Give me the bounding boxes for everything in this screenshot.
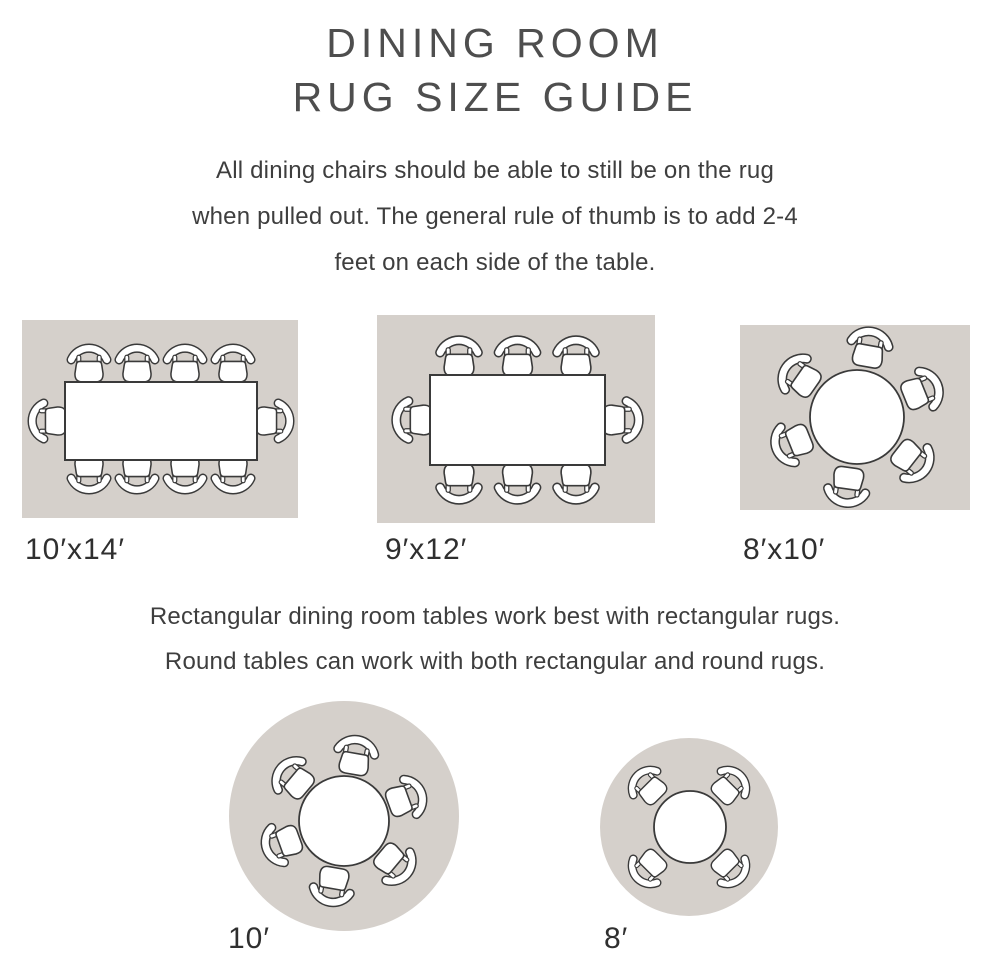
intro-line: All dining chairs should be able to still be on the rug: [215, 157, 774, 184]
table: [65, 382, 257, 460]
rug-size-label: 10′: [228, 922, 270, 955]
rug-diagram-svg: [22, 320, 298, 518]
page-title: [0, 16, 990, 124]
diagram-rug-10x14: [22, 320, 298, 518]
diagram-rug-round-8: [600, 738, 778, 916]
page-title-line1: DINING ROOM: [326, 20, 664, 66]
diagram-rug-round-10: [228, 700, 460, 932]
table: [810, 370, 904, 464]
note-line: Round tables can work with both rectangular and round rugs.: [164, 648, 826, 675]
rug-diagram-svg: [228, 700, 460, 932]
rug-diagram-svg: [377, 315, 655, 523]
rug-size-label: 8′: [604, 922, 629, 955]
rug-size-label: 9′x12′: [385, 533, 468, 566]
table: [654, 791, 726, 863]
intro-text: [0, 148, 990, 286]
intro-line: feet on each side of the table.: [334, 249, 656, 276]
table: [430, 375, 605, 465]
rug-diagram-svg: [740, 325, 970, 510]
diagram-rug-8x10: [740, 325, 970, 510]
table: [299, 776, 389, 866]
rug-size-label: 8′x10′: [743, 533, 826, 566]
diagram-rug-9x12: [377, 315, 655, 523]
page-title-line2: RUG SIZE GUIDE: [292, 74, 698, 120]
rug-diagram-svg: [600, 738, 778, 916]
note-line: Rectangular dining room tables work best with rectangular rugs.: [149, 603, 841, 630]
intro-line: when pulled out. The general rule of thumb is to add 2-4: [192, 203, 798, 230]
note-text: [0, 594, 990, 684]
rug-size-label: 10′x14′: [25, 533, 125, 566]
